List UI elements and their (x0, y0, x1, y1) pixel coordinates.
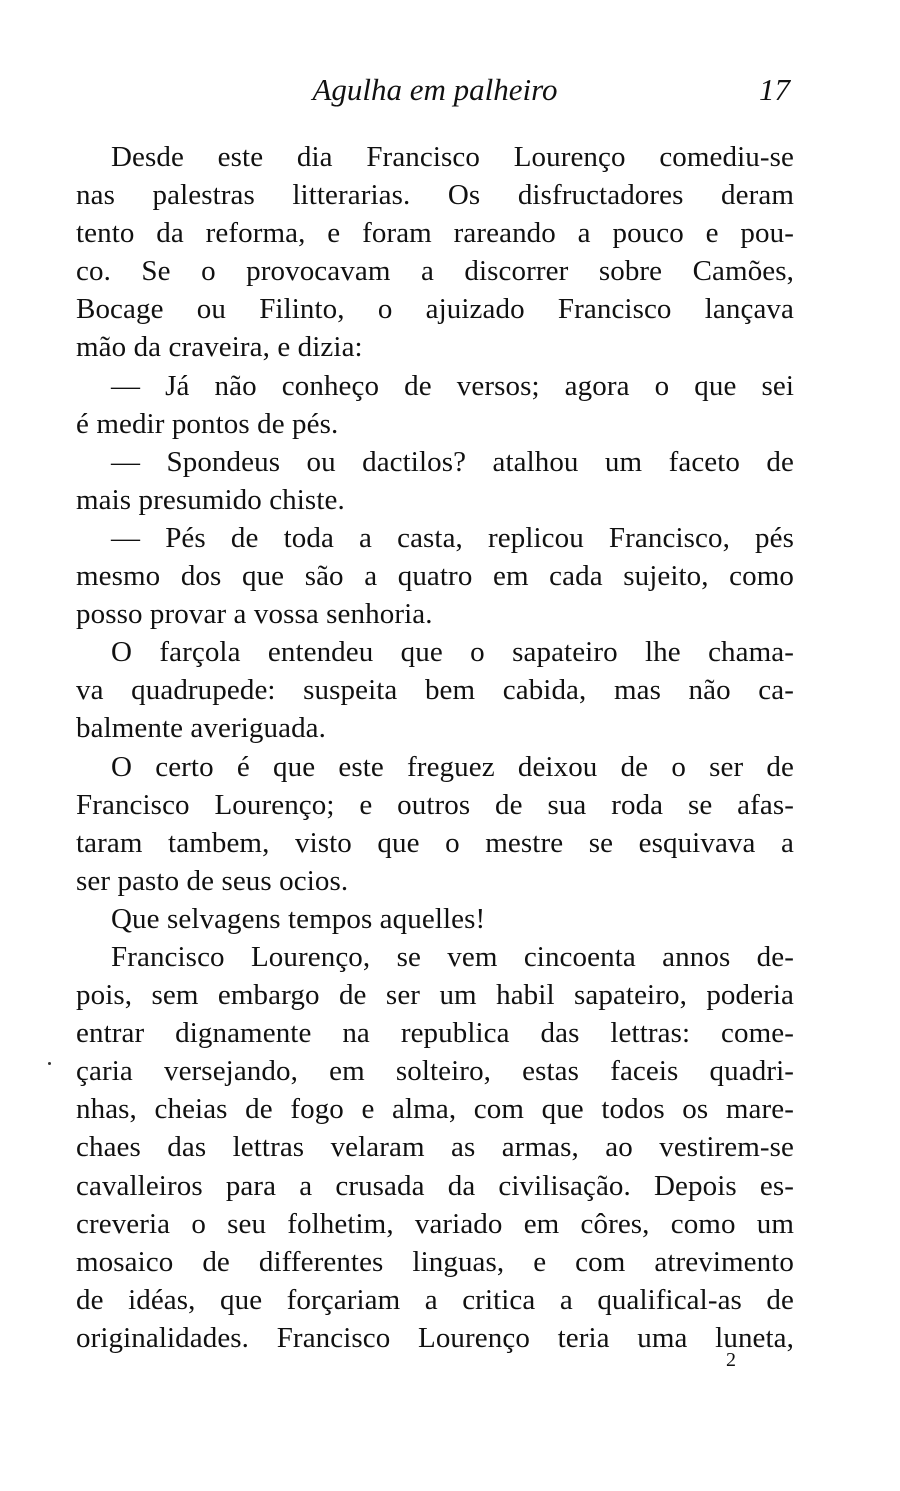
print-speck (48, 1062, 51, 1065)
text-line: va quadrupede: suspeita bem cabida, mas não ca- (76, 674, 794, 707)
text-line: Francisco Lourenço, se vem cincoenta annos de- (111, 940, 794, 973)
text-line: mão da craveira, e dizia: (76, 331, 363, 364)
text-line: O certo é que este freguez deixou de o ser de (111, 750, 794, 783)
text-line: de idéas, que forçariam a critica a qualifical-as de (76, 1283, 794, 1316)
text-line: Bocage ou Filinto, o ajuizado Francisco lançava (76, 293, 794, 326)
page-number: 17 (759, 72, 790, 107)
text-line: mosaico de differentes linguas, e com atrevimento (76, 1245, 794, 1278)
text-line: é medir pontos de pés. (76, 407, 339, 440)
text-line: pois, sem embargo de ser um habil sapateiro, poderia (76, 979, 794, 1012)
text-line: ser pasto de seus ocios. (76, 864, 349, 897)
text-line: posso provar a vossa senhoria. (76, 598, 433, 631)
text-line: taram tambem, visto que o mestre se esquivava a (76, 826, 794, 859)
text-line: entrar dignamente na republica das lettras: come- (76, 1017, 794, 1050)
text-line: O farçola entendeu que o sapateiro lhe chama- (111, 636, 794, 669)
text-line: nas palestras litterarias. Os disfructadores deram (76, 179, 794, 212)
text-line: nhas, cheias de fogo e alma, com que todos os mare- (76, 1093, 794, 1126)
text-line: originalidades. Francisco Lourenço teria uma luneta, (76, 1321, 794, 1354)
running-title: Agulha em palheiro (312, 72, 558, 107)
text-line: Desde este dia Francisco Lourenço comediu-se (111, 141, 794, 173)
signature-mark: 2 (726, 1349, 736, 1371)
text-line: chaes das lettras velaram as armas, ao vestirem-se (76, 1131, 794, 1164)
text-line: — Pés de toda a casta, replicou Francisco, pés (111, 521, 794, 554)
text-line: balmente averiguada. (76, 712, 326, 745)
text-line: mesmo dos que são a quatro em cada sujeito, como (76, 560, 794, 593)
text-line: mais presumido chiste. (76, 483, 345, 516)
text-line: — Já não conheço de versos; agora o que sei (111, 369, 794, 402)
text-line: çaria versejando, em solteiro, estas faceis quadri- (76, 1055, 794, 1088)
running-head (76, 70, 794, 110)
text-line: tento da reforma, e foram rareando a pouco e pou- (76, 217, 794, 250)
text-line: co. Se o provocavam a discorrer sobre Camões, (76, 255, 794, 288)
text-line: Francisco Lourenço; e outros de sua roda se afas- (76, 788, 794, 821)
body-text (76, 138, 794, 1357)
text-line: Que selvagens tempos aquelles! (111, 902, 486, 935)
text-line: cavalleiros para a crusada da civilisação. Depois es- (76, 1169, 794, 1202)
text-line: creveria o seu folhetim, variado em côres, como um (76, 1207, 794, 1240)
text-line: — Spondeus ou dactilos? atalhou um faceto de (111, 445, 794, 478)
